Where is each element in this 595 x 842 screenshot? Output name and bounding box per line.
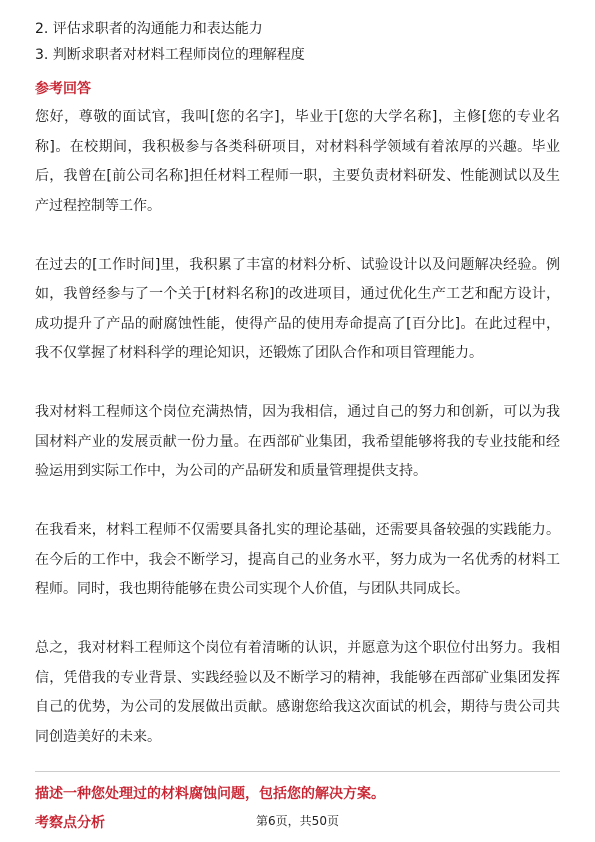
answer-paragraph: 我对材料工程师这个岗位充满热情，因为我相信，通过自己的努力和创新，可以为我国材料产业的发展贡献一份力量。在西部矿业集团，我希望能够将我的专业技能和经验运用到实际工作中，为公司的产品研发和质量管理提供支持。	[35, 404, 560, 479]
analysis-heading: 考察点分析	[35, 815, 105, 831]
answer-heading: 参考回答	[35, 81, 91, 97]
answer-paragraph: 您好，尊敬的面试官，我叫[您的名字]，毕业于[您的大学名称]，主修[您的专业名称]。在校期间，我积极参与各类科研项目，对材料科学领域有着浓厚的兴趣。毕业后，我曾在[前公司名称]担任材料工程师一职，主要负责材料研发、性能测试以及生产过程控制等工作。	[35, 109, 560, 214]
answer-paragraph: 在过去的[工作时间]里，我积累了丰富的材料分析、试验设计以及问题解决经验。例如，我曾经参与了一个关于[材料名称]的改进项目，通过优化生产工艺和配方设计，成功提升了产品的耐腐蚀性能，使得产品的使用寿命提高了[百分比]。在此过程中，我不仅掌握了材料科学的理论知识，还锻炼了团队合作和项目管理能力。	[35, 256, 560, 361]
question-heading: 描述一种您处理过的材料腐蚀问题，包括您的解决方案。	[35, 786, 385, 802]
answer-paragraph: 在我看来，材料工程师不仅需要具备扎实的理论基础，还需要具备较强的实践能力。在今后的工作中，我会不断学习，提高自己的业务水平，努力成为一名优秀的材料工程师。同时，我也期待能够在贵公司实现个人价值，与团队共同成长。	[35, 522, 560, 597]
page-number: 第6页，共50页	[256, 814, 339, 828]
list-item: 3. 判断求职者对材料工程师岗位的理解程度	[35, 47, 305, 63]
answer-body	[35, 103, 560, 752]
list-item: 2. 评估求职者的沟通能力和表达能力	[35, 21, 263, 37]
document-page	[35, 16, 560, 836]
answer-paragraph: 总之，我对材料工程师这个岗位有着清晰的认识，并愿意为这个职位付出努力。我相信，凭借我的专业背景、实践经验以及不断学习的精神，我能够在西部矿业集团发挥自己的优势，为公司的发展做出贡献。感谢您给我这次面试的机会，期待与贵公司共同创造美好的未来。	[35, 640, 560, 745]
section-divider	[35, 771, 560, 772]
